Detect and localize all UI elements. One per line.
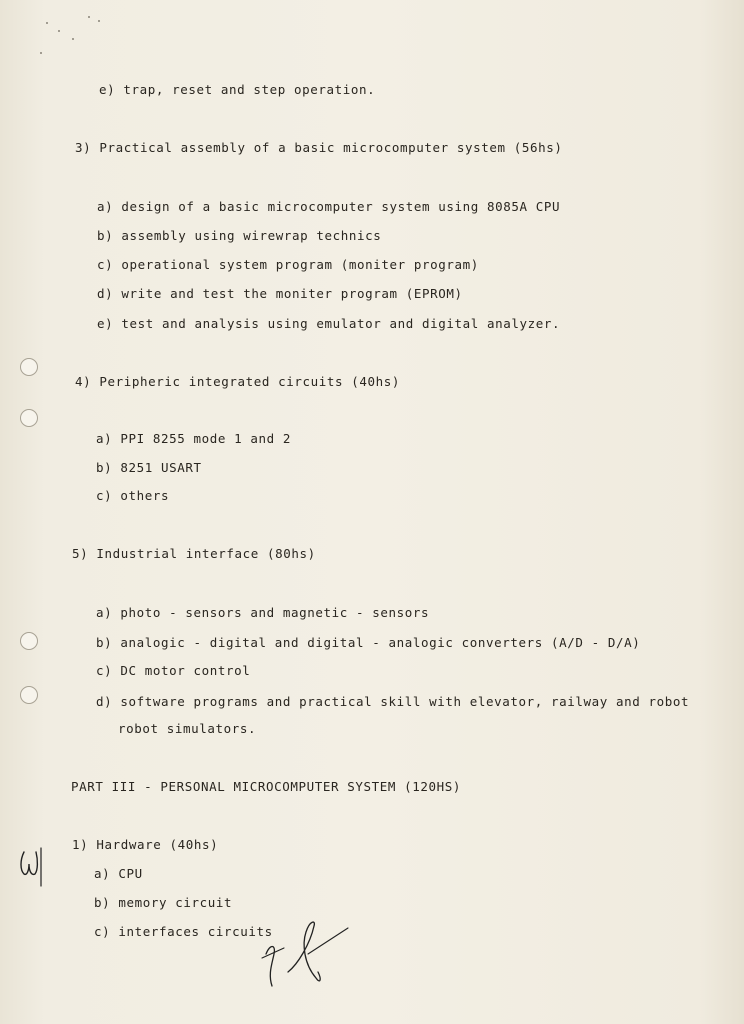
- part-heading: PART III - PERSONAL MICROCOMPUTER SYSTEM (120HS): [71, 779, 462, 794]
- list-item: b) analogic - digital and digital - analogic converters (A/D - D/A): [96, 635, 641, 650]
- paper-speck: [98, 20, 100, 22]
- handwritten-signature: [258, 914, 358, 994]
- punch-hole: [20, 686, 38, 704]
- paper-speck: [88, 16, 90, 18]
- list-item: c) others: [96, 488, 170, 503]
- list-item: b) memory circuit: [94, 895, 233, 910]
- punch-hole: [20, 409, 38, 427]
- section-heading: 4) Peripheric integrated circuits (40hs): [75, 374, 401, 389]
- punch-hole: [20, 358, 38, 376]
- paper-speck: [72, 38, 74, 40]
- list-item: c) DC motor control: [96, 663, 251, 678]
- list-item: e) trap, reset and step operation.: [99, 82, 376, 97]
- section-heading: 3) Practical assembly of a basic microcomputer system (56hs): [75, 140, 563, 155]
- list-item: d) software programs and practical skill with elevator, railway and robot: [96, 694, 690, 709]
- list-item: b) assembly using wirewrap technics: [97, 228, 382, 243]
- punch-hole: [20, 632, 38, 650]
- paper-speck: [40, 52, 42, 54]
- paper-speck: [46, 22, 48, 24]
- list-item-continuation: robot simulators.: [118, 721, 257, 736]
- list-item: a) CPU: [94, 866, 143, 881]
- list-item: d) write and test the moniter program (EPROM): [97, 286, 463, 301]
- list-item: e) test and analysis using emulator and digital analyzer.: [97, 316, 561, 331]
- list-item: a) PPI 8255 mode 1 and 2: [96, 431, 292, 446]
- list-item: a) design of a basic microcomputer system using 8085A CPU: [97, 199, 561, 214]
- handwritten-initials: [14, 842, 54, 890]
- paper-speck: [58, 30, 60, 32]
- section-heading: 5) Industrial interface (80hs): [72, 546, 316, 561]
- list-item: b) 8251 USART: [96, 460, 202, 475]
- list-item: a) photo - sensors and magnetic - sensors: [96, 605, 430, 620]
- list-item: c) operational system program (moniter program): [97, 257, 479, 272]
- list-item: c) interfaces circuits: [94, 924, 273, 939]
- section-heading: 1) Hardware (40hs): [72, 837, 219, 852]
